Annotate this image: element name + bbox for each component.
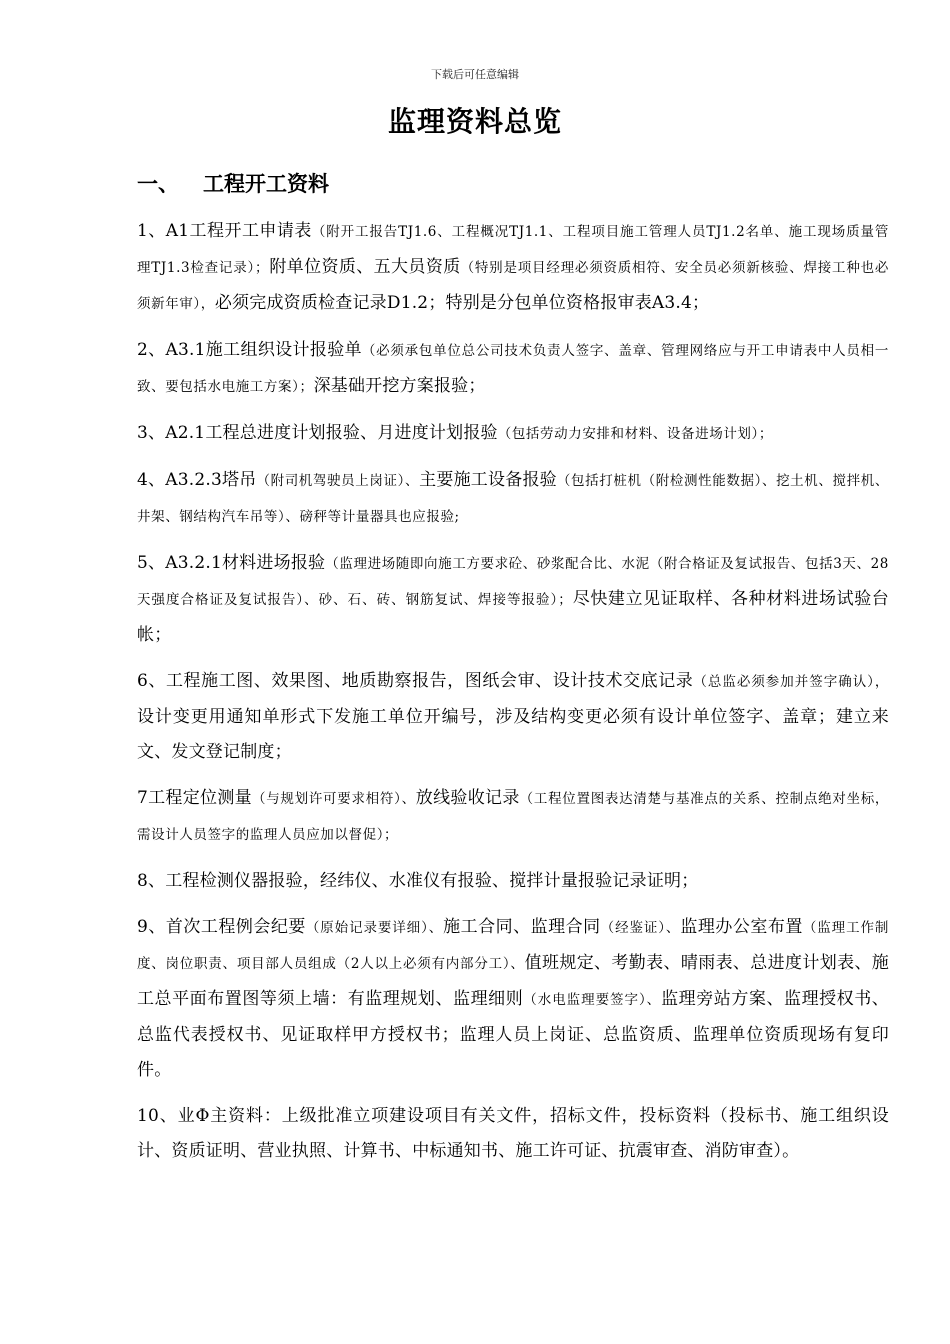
body-text: 必须完成资质检查记录D1.2；特别是分包单位资格报审表A3.4； [214,293,710,313]
body-text: 设计变更用通知单形式下发施工单位开编号，涉及结构变更必须有设计单位签字、盖章；建立来文、发文登记制度； [137,707,889,762]
paragraph-9 [137,910,889,1088]
body-text: 深基础开挖方案报验； [313,376,486,396]
body-text: 监理办公室布置 [680,917,803,937]
note-text: （监理进场随即向施工方要求砼、砂浆配合比、水泥（附合格证及复试报告、包括3天、28天强度合格证及复试报告）、砂、石、砖、钢筋复试、焊接等报验）； [137,556,889,608]
body-text: 7工程定位测量 [137,788,252,808]
body-text: 8、工程检测仪器报验，经纬仪、水准仪有报验、搅拌计量报验记录证明； [137,871,699,891]
note-text: （水电监理要签字）、 [523,992,662,1008]
note-text: （工程位置图表达清楚与基准点的关系、控制点绝对坐标，需设计人员签字的监理人员应加以督促）； [137,791,890,843]
section-title: 工程开工资料 [203,171,329,196]
body-text: 监理旁站方案、监理授权书、总监代表授权书、见证取样甲方授权书；监理人员上岗证、总监资质、监理单位资质现场有复印件。 [137,989,890,1080]
body-text: 主要施工设备报验 [419,470,557,490]
paragraph-1 [137,214,889,322]
body-text: 附单位资质、五大员资质 [269,257,461,277]
paragraph-4 [137,463,889,535]
note-text: （附开工报告TJ1.6、工程概况TJ1.1、工程项目施工管理人员TJ1.2名单、施工现场质量管理TJ1.3检查记录）； [137,224,889,276]
paragraph-10 [137,1099,889,1169]
note-text: （包括劳动力安排和材料、设备进场计划）； [497,426,773,442]
body-text: 9、首次工程例会纪要 [137,917,306,937]
note-text: （监理工作制度、岗位职责、项目部人员组成（2人以上必须有内部分工）、 [137,920,889,972]
paragraph-6 [137,664,889,770]
section-number: 一、 [137,171,179,196]
body-text: 10、业Φ主资料：上级批准立项建设项目有关文件，招标文件，投标资料（投标书、施工组织设计、资质证明、营业执照、计算书、中标通知书、施工许可证、抗震审查、消防审查）。 [137,1106,889,1161]
document-title: 监理资料总览 [387,105,562,138]
body-text: 尽快建立见证取样、各种材料进场试验台帐； [137,589,889,645]
note-text: （总监必须参加并签字确认）， [693,674,890,690]
body-text: 施工合同、监理合同 [443,917,601,937]
paragraph-8 [137,864,889,899]
body-text: 5、A3.2.1材料进场报验 [137,553,326,573]
section-heading [137,168,329,198]
paragraph-5 [137,546,889,653]
body-text: 值班规定、考勤表、晴雨表、总进度计划表、施工总平面布置图等须上墙：有监理规划、监理细则 [137,953,889,1009]
body-text: 6、工程施工图、效果图、地质勘察报告，图纸会审、设计技术交底记录 [137,671,694,691]
body-text: 4、A3.2.3塔吊 [137,470,257,490]
body-text: 1、A1工程开工申请表 [137,221,312,241]
body-text: 放线验收记录 [415,788,520,808]
document-body [137,214,889,1180]
body-text: 3、A2.1工程总进度计划报验、月进度计划报验 [137,423,498,443]
paragraph-3 [137,416,889,452]
paragraph-2 [137,333,889,405]
note-text: （必须承包单位总公司技术负责人签字、盖章、管理网络应与开工申请表中人员相一致、要包括水电施工方案）； [137,343,889,395]
note-text: （特别是项目经理必须资质相符、安全员必须新核验、焊接工种也必须新年审）， [137,260,890,312]
note-text: （包括打桩机（附检测性能数据）、挖土机、搅拌机、井架、钢结构汽车吊等）、磅秤等计量器具也应报验; [137,473,889,525]
note-text: （与规划许可要求相符）、 [252,791,416,807]
note-text: （附司机驾驶员上岗证）、 [256,473,420,489]
note-text: （原始记录要详细）、 [305,920,444,936]
note-text: （经鉴证）、 [600,920,681,936]
header-note: 下载后可任意编辑 [431,68,519,81]
paragraph-7 [137,781,889,853]
body-text: 2、A3.1施工组织设计报验单 [137,340,362,360]
